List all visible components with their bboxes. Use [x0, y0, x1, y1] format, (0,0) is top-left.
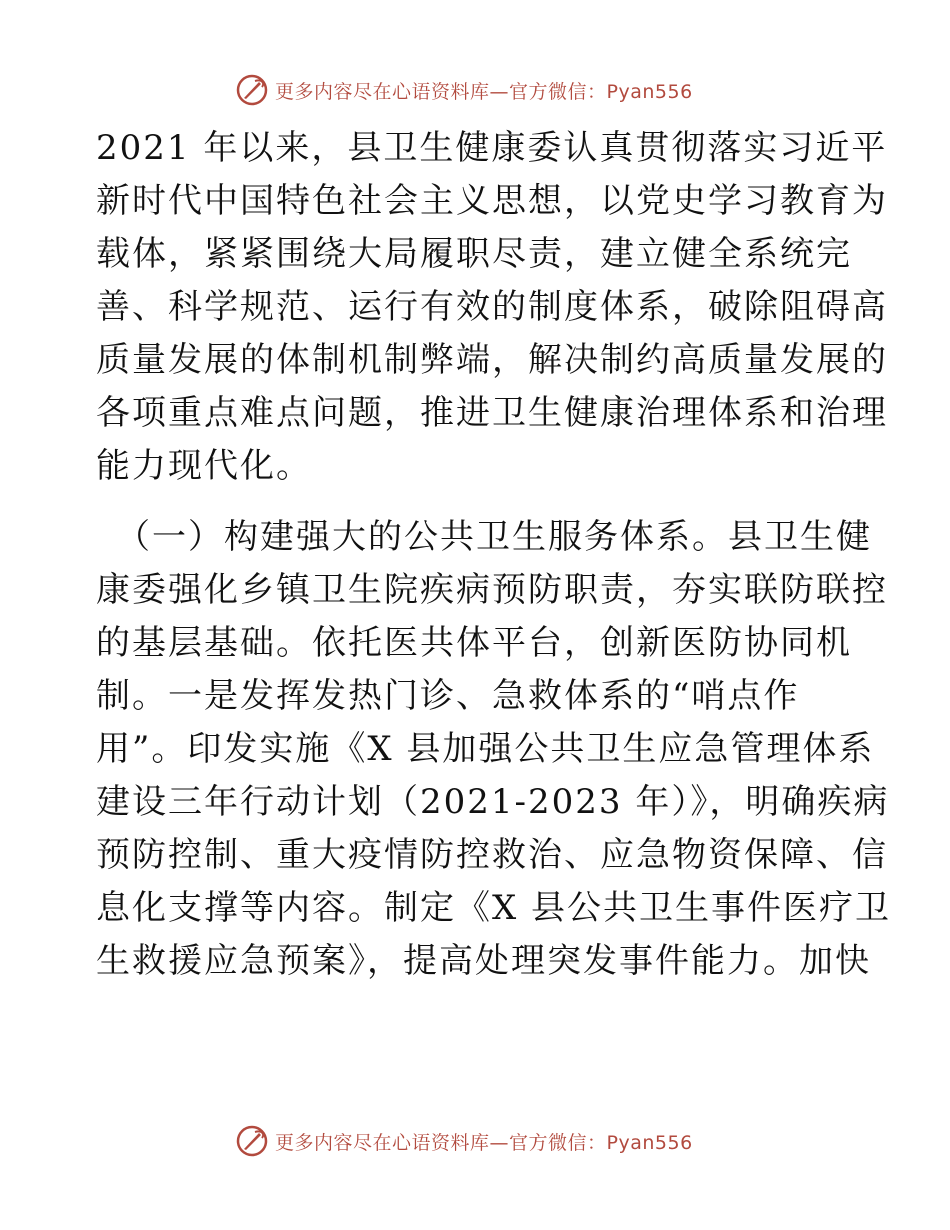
header-banner [235, 73, 693, 107]
text-line: 能力现代化。 [96, 446, 312, 486]
text-line: 康委强化乡镇卫生院疾病预防职责，夯实联防联控 [96, 570, 888, 610]
text-line: 质量发展的体制机制弊端，解决制约高质量发展的 [96, 340, 888, 380]
text-line: 制。一是发挥发热门诊、急救体系的“哨点作 [96, 676, 800, 716]
text-line: 载体，紧紧围绕大局履职尽责，建立健全系统完 [96, 234, 852, 274]
quill-logo-icon [235, 1124, 269, 1158]
text-line: 善、科学规范、运行有效的制度体系，破除阻碍高 [96, 287, 888, 327]
footer-banner [235, 1124, 693, 1158]
paragraph-spacer [96, 493, 856, 511]
quill-logo-icon [235, 73, 269, 107]
footer-banner-text: 更多内容尽在心语资料库—官方微信：Pyan556 [275, 1131, 693, 1154]
text-line: 新时代中国特色社会主义思想，以党史学习教育为 [96, 181, 888, 221]
paragraph-2 [96, 511, 892, 988]
text-line: 的基层基础。依托医共体平台，创新医防协同机 [96, 623, 852, 663]
paragraph-1 [96, 122, 888, 493]
text-line: 2021 年以来，县卫生健康委认真贯彻落实习近平 [96, 128, 888, 168]
text-line: 建设三年行动计划（2021-2023 年）》，明确疾病 [96, 782, 890, 822]
text-line: 息化支撑等内容。制定《X 县公共卫生事件医疗卫 [96, 888, 892, 928]
text-line: 各项重点难点问题，推进卫生健康治理体系和治理 [96, 393, 888, 433]
text-line: 生救援应急预案》，提高处理突发事件能力。加快 [96, 941, 871, 981]
document-body [96, 122, 892, 988]
text-line: 预防控制、重大疫情防控救治、应急物资保障、信 [96, 835, 888, 875]
header-banner-text: 更多内容尽在心语资料库—官方微信：Pyan556 [275, 80, 693, 103]
text-line: 用”。印发实施《X 县加强公共卫生应急管理体系 [96, 729, 875, 769]
section-heading-line: （一）构建强大的公共卫生服务体系。县卫生健 [116, 517, 872, 557]
